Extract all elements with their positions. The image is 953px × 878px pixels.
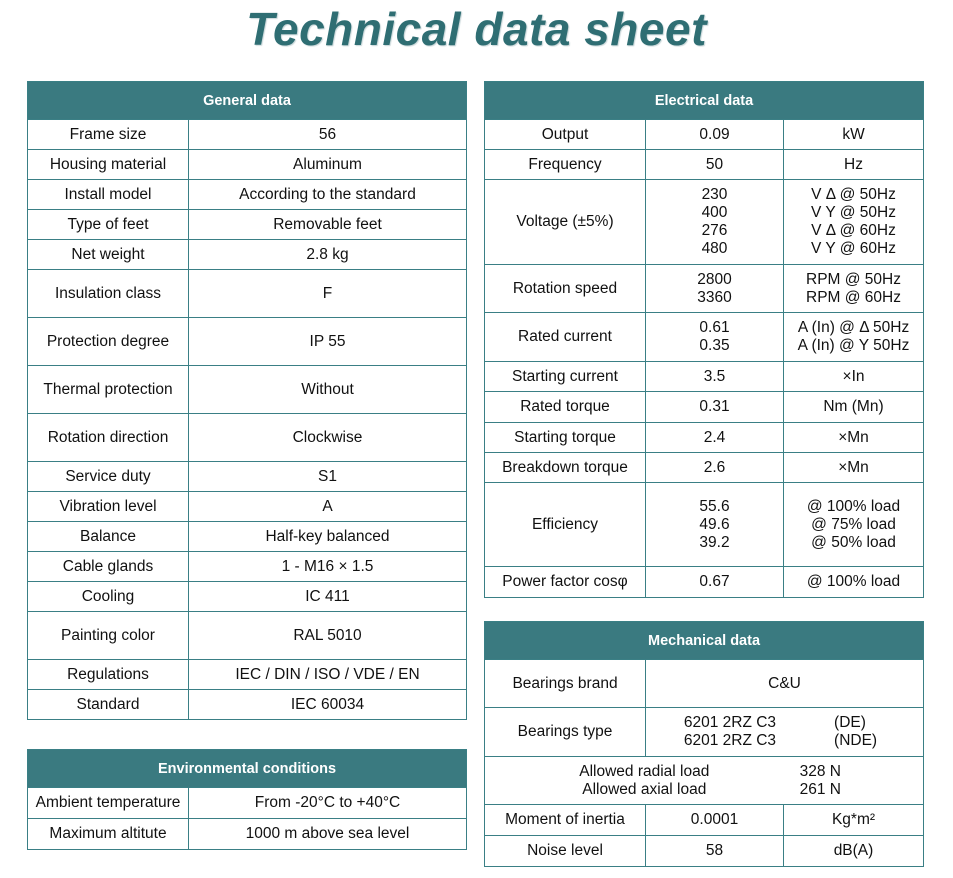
row-value: IEC 60034 (189, 690, 467, 720)
table-row (28, 690, 467, 720)
row-label: Thermal protection (28, 366, 189, 414)
table-row (28, 612, 467, 660)
row-value: 55.6 49.6 39.2 (646, 483, 784, 567)
row-unit: V Δ @ 50Hz V Y @ 50Hz V Δ @ 60Hz V Y @ 60Hz (784, 180, 924, 265)
row-value: 230 400 276 480 (646, 180, 784, 265)
environmental-conditions-heading: Environmental conditions (28, 750, 467, 788)
table-row (28, 414, 467, 462)
table-row (28, 210, 467, 240)
row-value: Removable feet (189, 210, 467, 240)
row-unit: ×In (784, 362, 924, 392)
table-row (28, 120, 467, 150)
table-row (28, 318, 467, 366)
row-value: Half-key balanced (189, 522, 467, 552)
row-value: 0.67 (646, 567, 784, 598)
row-value: 0.31 (646, 392, 784, 423)
environmental-conditions-table (27, 749, 467, 850)
row-label: Rated current (485, 313, 646, 362)
electrical-data-heading: Electrical data (485, 82, 924, 120)
row-label: Cooling (28, 582, 189, 612)
row-label: Maximum altitute (28, 819, 189, 850)
row-label: Net weight (28, 240, 189, 270)
row-value: Aluminum (189, 150, 467, 180)
row-value: IEC / DIN / ISO / VDE / EN (189, 660, 467, 690)
row-label: Rotation speed (485, 265, 646, 313)
row-unit: RPM @ 50Hz RPM @ 60Hz (784, 265, 924, 313)
general-data-heading: General data (28, 82, 467, 120)
row-unit: Nm (Mn) (784, 392, 924, 423)
row-value: 0.61 0.35 (646, 313, 784, 362)
row-label: Frame size (28, 120, 189, 150)
row-value: 56 (189, 120, 467, 150)
row-label: Cable glands (28, 552, 189, 582)
table-row (28, 582, 467, 612)
row-value: According to the standard (189, 180, 467, 210)
table-row (28, 492, 467, 522)
table-row (485, 805, 924, 836)
row-label: Allowed radial load Allowed axial load (579, 762, 710, 798)
table-row (28, 270, 467, 318)
row-unit: dB(A) (784, 836, 924, 867)
table-row (485, 423, 924, 453)
row-label: Rotation direction (28, 414, 189, 462)
table-row (28, 660, 467, 690)
row-unit: @ 100% load (784, 567, 924, 598)
row-value: 0.09 (646, 120, 784, 150)
row-label: Regulations (28, 660, 189, 690)
table-row (485, 120, 924, 150)
row-unit: kW (784, 120, 924, 150)
table-row (485, 483, 924, 567)
table-row (28, 150, 467, 180)
row-value: 0.0001 (646, 805, 784, 836)
table-row (485, 757, 924, 805)
row-value: A (189, 492, 467, 522)
row-label: Breakdown torque (485, 453, 646, 483)
row-label: Insulation class (28, 270, 189, 318)
table-row (485, 150, 924, 180)
row-unit: Hz (784, 150, 924, 180)
table-row (485, 313, 924, 362)
row-unit: (DE) (NDE) (834, 714, 878, 749)
electrical-data-table (484, 81, 924, 598)
row-label: Protection degree (28, 318, 189, 366)
row-value: 328 N 261 N (799, 762, 841, 798)
row-value: 1 - M16 × 1.5 (189, 552, 467, 582)
row-label: Starting current (485, 362, 646, 392)
table-row (485, 265, 924, 313)
row-label: Rated torque (485, 392, 646, 423)
row-label: Type of feet (28, 210, 189, 240)
row-label: Install model (28, 180, 189, 210)
row-label: Bearings brand (485, 660, 646, 708)
row-value: 6201 2RZ C3 6201 2RZ C3 (683, 714, 777, 749)
row-value: Clockwise (189, 414, 467, 462)
allowed-loads-cell (485, 757, 924, 805)
table-row (28, 462, 467, 492)
table-row (28, 788, 467, 819)
table-row (28, 522, 467, 552)
row-value: 2.6 (646, 453, 784, 483)
row-value: 2800 3360 (646, 265, 784, 313)
table-row (485, 180, 924, 265)
table-row (28, 819, 467, 850)
row-label: Moment of inertia (485, 805, 646, 836)
table-row (485, 708, 924, 757)
table-row (28, 180, 467, 210)
table-row (485, 362, 924, 392)
row-value: 3.5 (646, 362, 784, 392)
row-value: C&U (646, 660, 924, 708)
table-row (28, 240, 467, 270)
mechanical-data-heading: Mechanical data (485, 622, 924, 660)
row-value: 1000 m above sea level (189, 819, 467, 850)
row-label: Noise level (485, 836, 646, 867)
table-row (28, 552, 467, 582)
page-title: Technical data sheet (246, 3, 707, 55)
bearings-type-cell (646, 708, 924, 757)
row-label: Vibration level (28, 492, 189, 522)
mechanical-data-table (484, 621, 924, 867)
row-label: Standard (28, 690, 189, 720)
row-label: Power factor cosφ (485, 567, 646, 598)
row-value: 2.4 (646, 423, 784, 453)
row-unit: Kg*m² (784, 805, 924, 836)
table-row (485, 836, 924, 867)
row-unit: ×Mn (784, 423, 924, 453)
row-value: RAL 5010 (189, 612, 467, 660)
table-row (485, 660, 924, 708)
row-label: Starting torque (485, 423, 646, 453)
row-value: From -20°C to +40°C (189, 788, 467, 819)
row-unit: A (In) @ Δ 50Hz A (In) @ Y 50Hz (784, 313, 924, 362)
row-label: Output (485, 120, 646, 150)
table-row (485, 567, 924, 598)
row-value: 2.8 kg (189, 240, 467, 270)
general-data-table (27, 81, 467, 720)
row-label: Balance (28, 522, 189, 552)
row-label: Voltage (±5%) (485, 180, 646, 265)
row-label: Frequency (485, 150, 646, 180)
row-label: Painting color (28, 612, 189, 660)
row-label: Ambient temperature (28, 788, 189, 819)
row-value: 50 (646, 150, 784, 180)
table-row (485, 453, 924, 483)
row-value: 58 (646, 836, 784, 867)
row-value: Without (189, 366, 467, 414)
row-value: IP 55 (189, 318, 467, 366)
row-value: S1 (189, 462, 467, 492)
row-value: IC 411 (189, 582, 467, 612)
row-unit: @ 100% load @ 75% load @ 50% load (784, 483, 924, 567)
row-unit: ×Mn (784, 453, 924, 483)
row-label: Efficiency (485, 483, 646, 567)
row-label: Bearings type (485, 708, 646, 757)
row-value: F (189, 270, 467, 318)
row-label: Housing material (28, 150, 189, 180)
row-label: Service duty (28, 462, 189, 492)
table-row (28, 366, 467, 414)
table-row (485, 392, 924, 423)
